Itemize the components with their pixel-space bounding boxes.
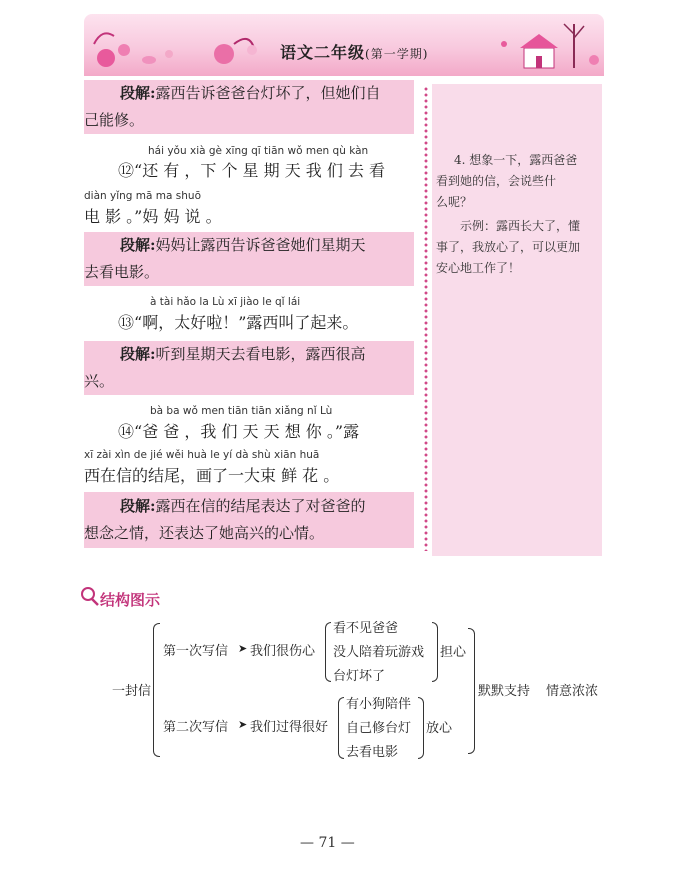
- s12-text-1: “还 有 ，下 个 星 期 天 我 们 去 看: [134, 161, 386, 180]
- side-answer-line1: 示例：露西长大了，懂: [460, 219, 581, 233]
- s14-pinyin-1: bà ba wǒ men tiān tiān xiǎng nǐ Lù: [150, 405, 333, 417]
- s13-line1: [118, 310, 358, 333]
- s14-number: ⑭: [118, 422, 135, 441]
- structure-title: 结构图示: [100, 591, 161, 609]
- second-item-1: 有小狗陪伴: [346, 697, 412, 712]
- s13-pinyin-1: à tài hǎo la Lù xī jiào le qǐ lái: [150, 296, 301, 308]
- analysis-3-line1: [120, 341, 366, 367]
- s12-text-2: 电 影 。”妈 妈 说 。: [84, 207, 222, 226]
- analysis-label: 段解:: [120, 345, 156, 363]
- first-item-1: 看不见爸爸: [333, 621, 399, 636]
- header-title: [280, 40, 428, 63]
- s12-number: ⑫: [118, 161, 135, 180]
- side-question-line3: 么呢？: [436, 195, 473, 209]
- analysis-2-line2: 去看电影。: [84, 263, 160, 281]
- second-items-brace: [338, 697, 344, 759]
- side-question-line2: 看到她的信，会说些什: [436, 174, 557, 188]
- second-letter-label: 第二次写信: [163, 720, 229, 735]
- analysis-label: 段解:: [120, 236, 156, 254]
- first-item-2: 没人陪着玩游戏: [333, 645, 425, 660]
- first-items-brace-right: [432, 622, 438, 682]
- summary-support: 默默支持: [478, 684, 531, 699]
- second-item-3: 去看电影: [346, 745, 399, 760]
- s14-text-1: “爸 爸 ，我 们 天 天 想 你 。”露: [134, 422, 360, 441]
- analysis-3-line2: 兴。: [84, 372, 115, 390]
- analysis-3-text: 听到星期天去看电影，露西很高: [155, 345, 366, 363]
- second-result-label: 我们过得很好: [250, 720, 329, 735]
- analysis-1-line2: 己能修。: [84, 111, 145, 129]
- s12-pinyin-2: diàn yǐng mā ma shuō: [84, 190, 202, 202]
- first-items-brace: [325, 622, 331, 682]
- analysis-4-text: 露西在信的结尾表达了对爸爸的: [155, 497, 366, 515]
- analysis-1-line1: [120, 80, 381, 106]
- second-feeling: 放心: [426, 721, 453, 736]
- s12-line1: [118, 158, 385, 181]
- second-item-2: 自己修台灯: [346, 721, 412, 736]
- analysis-label: 段解:: [120, 497, 156, 515]
- summary-affection: 情意浓浓: [546, 684, 599, 699]
- analysis-1-text: 露西告诉爸爸台灯坏了，但她们自: [155, 84, 381, 102]
- first-result-label: 我们很伤心: [250, 644, 316, 659]
- magnifier-icon: [80, 586, 100, 608]
- analysis-4-line1: [120, 493, 366, 519]
- analysis-label: 段解:: [120, 84, 156, 102]
- analysis-2-text: 妈妈让露西告诉爸爸她们星期天: [155, 236, 366, 254]
- s14-line1: [118, 419, 359, 442]
- analysis-2-line1: [120, 232, 366, 258]
- side-answer-line2: 事了，我放心了，可以更加: [436, 240, 581, 254]
- summary-brace: [468, 628, 475, 754]
- structure-root: 一封信: [112, 684, 152, 699]
- analysis-4-line2: 想念之情，还表达了她高兴的心情。: [84, 524, 325, 542]
- arrow-icon: ➤: [238, 718, 248, 731]
- first-letter-label: 第一次写信: [163, 644, 229, 659]
- second-items-brace-right: [418, 697, 424, 759]
- root-brace: [153, 623, 160, 757]
- page-number: — 71 —: [300, 835, 355, 851]
- side-answer-line3: 安心地工作了！: [436, 261, 521, 275]
- header-title-text: 语文二年级: [280, 43, 366, 62]
- side-question-line1: 4. 想象一下，露西爸爸: [454, 153, 578, 167]
- s13-text-1: “啊，太好啦！”露西叫了起来。: [134, 313, 359, 332]
- s12-pinyin-1: hái yǒu xià gè xīng qī tiān wǒ men qù kàn: [148, 145, 369, 157]
- column-divider: [424, 86, 428, 551]
- s14-text-2: 西在信的结尾，画了一大束 鲜 花 。: [84, 466, 340, 485]
- header-subtitle: (第一学期): [365, 47, 429, 61]
- first-item-3: 台灯坏了: [333, 669, 386, 684]
- arrow-icon: ➤: [238, 642, 248, 655]
- s14-pinyin-2: xī zài xìn de jié wěi huà le yí dà shù xiān huā: [84, 449, 320, 461]
- first-feeling: 担心: [440, 645, 467, 660]
- s13-number: ⑬: [118, 313, 135, 332]
